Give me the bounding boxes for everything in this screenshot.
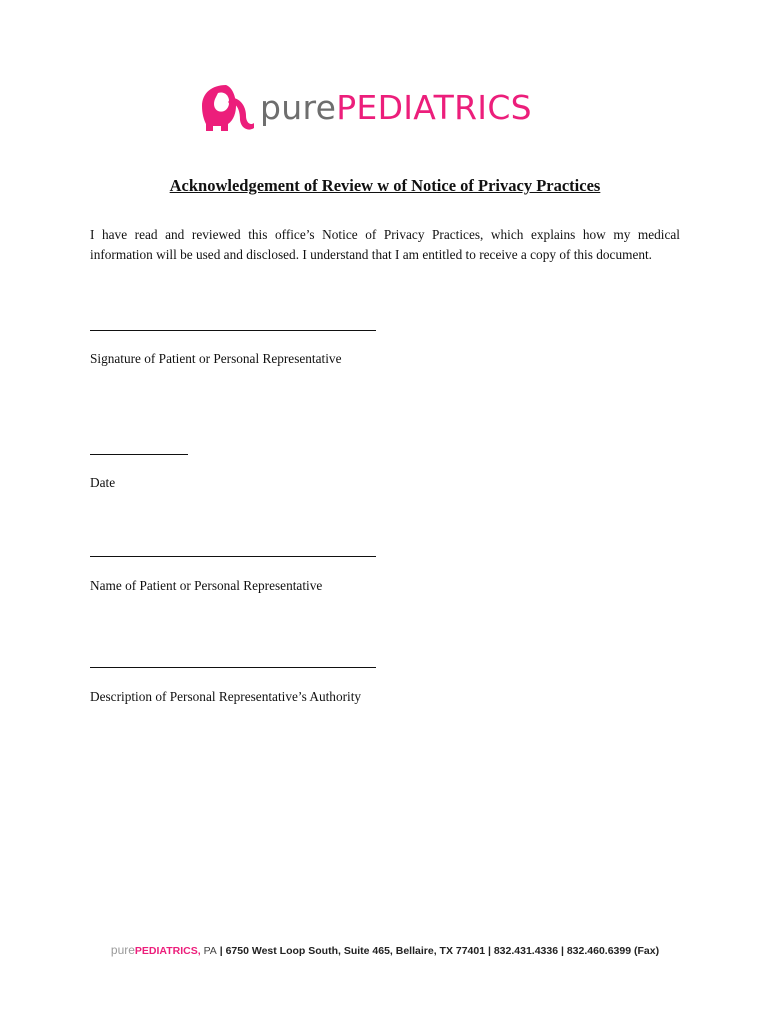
acknowledgement-paragraph bbox=[90, 225, 680, 265]
footer-brand-pediatrics: PEDIATRICS, bbox=[134, 945, 201, 957]
brand-pure: pure bbox=[260, 88, 337, 127]
signature-label: Signature of Patient or Personal Representative bbox=[90, 351, 342, 366]
elephant-icon bbox=[196, 82, 256, 134]
footer-brand-pure: pure bbox=[110, 943, 135, 957]
name-line[interactable] bbox=[90, 556, 376, 557]
footer-pa: PA bbox=[200, 945, 217, 957]
brand-wordmark bbox=[260, 82, 532, 134]
authority-line[interactable] bbox=[90, 667, 376, 668]
paragraph-line-1: I have read and reviewed this office’s Notice of Privacy Practices, which explains how my medical bbox=[90, 227, 680, 242]
document-title: Acknowledgement of Review w of Notice of Privacy Practices bbox=[169, 176, 601, 195]
date-label: Date bbox=[90, 475, 116, 490]
brand-pediatrics: PEDIATRICS bbox=[336, 88, 532, 127]
signature-line[interactable] bbox=[90, 330, 376, 331]
footer-address bbox=[0, 943, 770, 957]
date-line[interactable] bbox=[90, 454, 188, 455]
paragraph-line-2: information will be used and disclosed. I understand that I am entitled to receive a copy of this document. bbox=[90, 247, 653, 262]
authority-label: Description of Personal Representative’s Authority bbox=[90, 689, 362, 704]
brand-logo bbox=[196, 82, 532, 134]
footer-address-line: | 6750 West Loop South, Suite 465, Bellaire, TX 77401 | 832.431.4336 | 832.460.6399 (Fax) bbox=[216, 945, 660, 957]
name-label: Name of Patient or Personal Representative bbox=[90, 578, 323, 593]
